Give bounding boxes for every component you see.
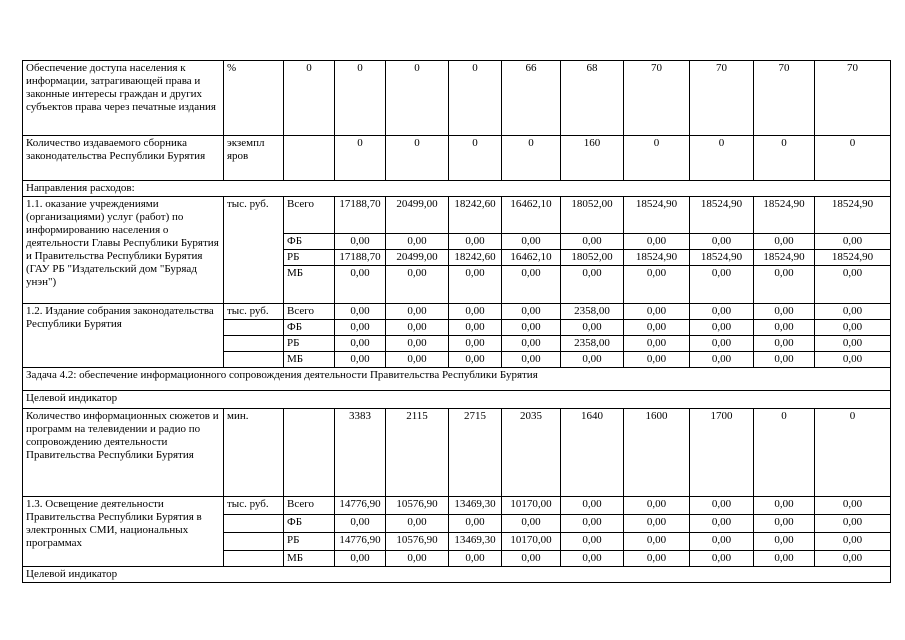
table-cell: 18052,00	[561, 250, 624, 266]
section-header-cell: Задача 4.2: обеспечение информационного сопровождения деятельности Правительства Республики Бурятия	[23, 368, 891, 391]
table-cell: 20499,00	[386, 197, 449, 234]
table-cell: 0,00	[815, 320, 891, 336]
table-cell: 0,00	[624, 304, 690, 320]
table-cell: 0	[502, 136, 561, 181]
table-cell: ФБ	[284, 320, 335, 336]
table-cell: 0,00	[815, 515, 891, 533]
table-cell: 18524,90	[815, 250, 891, 266]
table-cell: 0,00	[386, 336, 449, 352]
table-cell: 0,00	[754, 266, 815, 304]
table-cell: 0,00	[815, 336, 891, 352]
table-cell: 1.1. оказание учреждениями (организациями) услуг (работ) по информированию населения о деятельности Главы Республики Бурятия и Правительства Республики Бурятия (ГАУ РБ "Издательский дом "Буряад унэн")	[23, 197, 224, 304]
table-cell: 0,00	[561, 234, 624, 250]
table-cell: 0,00	[386, 515, 449, 533]
table-cell: 1640	[561, 409, 624, 497]
table-cell: 70	[754, 61, 815, 136]
table-cell: 16462,10	[502, 197, 561, 234]
table-cell: 18524,90	[690, 197, 754, 234]
table-row	[23, 181, 891, 197]
table-cell: 0,00	[815, 551, 891, 567]
table-cell: 0,00	[386, 234, 449, 250]
table-cell: 0,00	[502, 352, 561, 368]
table-cell: 10576,90	[386, 497, 449, 515]
table-cell: 0,00	[754, 533, 815, 551]
table-cell: 0	[449, 136, 502, 181]
table-cell: 0,00	[502, 551, 561, 567]
section-header-cell: Направления расходов:	[23, 181, 891, 197]
table-cell: 0	[754, 409, 815, 497]
table-cell	[224, 352, 284, 368]
table-cell: 0,00	[386, 551, 449, 567]
table-cell: тыс. руб.	[224, 304, 284, 320]
table-cell: 0,00	[754, 336, 815, 352]
table-cell: 13469,30	[449, 533, 502, 551]
table-row	[23, 409, 891, 497]
table-cell: 0,00	[624, 336, 690, 352]
table-cell: 0,00	[335, 352, 386, 368]
table-cell: 0,00	[386, 266, 449, 304]
table-cell	[224, 515, 284, 533]
section-header-cell: Целевой индикатор	[23, 391, 891, 409]
table-cell: тыс. руб.	[224, 197, 284, 304]
table-cell: 18524,90	[690, 250, 754, 266]
table-cell: 0,00	[815, 304, 891, 320]
table-cell: 18524,90	[624, 197, 690, 234]
table-cell: 0,00	[690, 234, 754, 250]
table-cell: 0,00	[449, 336, 502, 352]
table-cell: 0,00	[502, 304, 561, 320]
table-cell: 2715	[449, 409, 502, 497]
table-cell: 0,00	[335, 551, 386, 567]
table-cell: 0,00	[502, 234, 561, 250]
table-cell: 18524,90	[815, 197, 891, 234]
table-cell: 0,00	[690, 304, 754, 320]
table-cell: Всего	[284, 304, 335, 320]
table-cell: 0,00	[386, 304, 449, 320]
table-cell: 0,00	[449, 304, 502, 320]
table-cell: 0,00	[754, 234, 815, 250]
table-cell: 10170,00	[502, 533, 561, 551]
table-cell: 0,00	[502, 266, 561, 304]
table-cell: 0,00	[561, 352, 624, 368]
table-cell: 0,00	[690, 515, 754, 533]
table-cell: 0,00	[335, 320, 386, 336]
table-cell: 0,00	[561, 533, 624, 551]
table-cell: 13469,30	[449, 497, 502, 515]
table-cell: Количество информационных сюжетов и программ на телевидении и радио по сопровождению деятельности Правительства Республики Бурятия	[23, 409, 224, 497]
table-cell: 1700	[690, 409, 754, 497]
table-cell: 0,00	[690, 533, 754, 551]
table-cell: 0	[449, 61, 502, 136]
table-cell: 0,00	[386, 352, 449, 368]
table-cell: 0,00	[561, 320, 624, 336]
table-cell: 0	[335, 61, 386, 136]
table-cell: 0,00	[690, 551, 754, 567]
table-cell: 0,00	[624, 515, 690, 533]
table-cell: 0,00	[449, 234, 502, 250]
table-cell: 0,00	[624, 352, 690, 368]
table-cell: мин.	[224, 409, 284, 497]
table-cell: 70	[624, 61, 690, 136]
table-cell: 0,00	[690, 336, 754, 352]
table-cell: МБ	[284, 551, 335, 567]
table-cell: 1.2. Издание собрания законодательства Республики Бурятия	[23, 304, 224, 368]
table-cell: Всего	[284, 197, 335, 234]
table-cell: 70	[690, 61, 754, 136]
table-cell: ФБ	[284, 234, 335, 250]
table-cell: РБ	[284, 336, 335, 352]
table-cell: 1600	[624, 409, 690, 497]
table-cell: 0,00	[335, 304, 386, 320]
table-cell: МБ	[284, 352, 335, 368]
table-cell: 10576,90	[386, 533, 449, 551]
table-cell: 0	[690, 136, 754, 181]
table-cell: 0,00	[754, 497, 815, 515]
table-cell: 160	[561, 136, 624, 181]
table-cell: 0,00	[561, 497, 624, 515]
table-cell: 0,00	[561, 515, 624, 533]
table-cell: 0,00	[502, 515, 561, 533]
table-cell: 2115	[386, 409, 449, 497]
table-cell: 17188,70	[335, 250, 386, 266]
table-cell: 0,00	[815, 352, 891, 368]
table-body	[23, 61, 891, 583]
table-cell: 70	[815, 61, 891, 136]
table-cell: 0,00	[624, 320, 690, 336]
table-cell: 0,00	[624, 533, 690, 551]
table-cell: 0	[386, 61, 449, 136]
table-cell	[224, 551, 284, 567]
table-row	[23, 368, 891, 391]
table-cell: ФБ	[284, 515, 335, 533]
table-cell: 0	[754, 136, 815, 181]
table-cell: 68	[561, 61, 624, 136]
table-cell: 18524,90	[624, 250, 690, 266]
table-cell: РБ	[284, 533, 335, 551]
table-cell: 0,00	[815, 497, 891, 515]
table-row	[23, 497, 891, 515]
table-cell: 2035	[502, 409, 561, 497]
table-cell: %	[224, 61, 284, 136]
table-cell: 0,00	[754, 551, 815, 567]
table-cell: 0,00	[624, 266, 690, 304]
table-cell: МБ	[284, 266, 335, 304]
document-page	[22, 60, 891, 583]
table-cell: 0,00	[754, 352, 815, 368]
table-cell: 3383	[335, 409, 386, 497]
table-cell: 10170,00	[502, 497, 561, 515]
table-cell: 0,00	[561, 266, 624, 304]
table-cell: 0,00	[335, 336, 386, 352]
table-cell: 0	[624, 136, 690, 181]
table-cell: 0,00	[624, 497, 690, 515]
table-cell: Количество издаваемого сборника законодательства Республики Бурятия	[23, 136, 224, 181]
table-cell: 0,00	[815, 234, 891, 250]
table-cell: 18242,60	[449, 197, 502, 234]
table-cell: 0,00	[690, 497, 754, 515]
table-row	[23, 136, 891, 181]
table-cell: 0	[335, 136, 386, 181]
table-cell: 16462,10	[502, 250, 561, 266]
table-cell: 0,00	[754, 515, 815, 533]
table-cell: 0,00	[754, 304, 815, 320]
table-cell: 0,00	[690, 266, 754, 304]
table-cell	[224, 336, 284, 352]
table-cell: 2358,00	[561, 304, 624, 320]
table-cell: 0,00	[624, 551, 690, 567]
section-header-cell: Целевой индикатор	[23, 567, 891, 583]
table-cell: 18524,90	[754, 250, 815, 266]
table-cell: 0	[815, 409, 891, 497]
table-cell	[224, 320, 284, 336]
table-row	[23, 304, 891, 320]
table-cell: 20499,00	[386, 250, 449, 266]
table-row	[23, 567, 891, 583]
table-cell: 0,00	[690, 352, 754, 368]
budget-indicator-table	[22, 60, 891, 583]
table-cell: 2358,00	[561, 336, 624, 352]
table-cell: 1.3. Освещение деятельности Правительства Республики Бурятия в электронных СМИ, национальных программах	[23, 497, 224, 567]
table-cell: 0,00	[624, 234, 690, 250]
table-cell: экземпл яров	[224, 136, 284, 181]
table-cell: 0,00	[815, 533, 891, 551]
table-cell: 14776,90	[335, 497, 386, 515]
table-cell: 0,00	[690, 320, 754, 336]
table-cell: 17188,70	[335, 197, 386, 234]
table-cell: 0,00	[815, 266, 891, 304]
table-cell	[284, 409, 335, 497]
table-cell: 18052,00	[561, 197, 624, 234]
table-cell: 18242,60	[449, 250, 502, 266]
table-cell: 14776,90	[335, 533, 386, 551]
table-row	[23, 61, 891, 136]
table-cell: 0,00	[502, 320, 561, 336]
table-cell: 0	[386, 136, 449, 181]
table-cell: 0,00	[449, 320, 502, 336]
table-cell: 0,00	[335, 234, 386, 250]
table-cell: 0	[284, 61, 335, 136]
table-cell: тыс. руб.	[224, 497, 284, 515]
table-cell: РБ	[284, 250, 335, 266]
table-cell: 18524,90	[754, 197, 815, 234]
table-cell: 0,00	[449, 352, 502, 368]
table-cell	[284, 136, 335, 181]
table-cell: 0,00	[386, 320, 449, 336]
table-cell: 0,00	[754, 320, 815, 336]
table-cell: 0	[815, 136, 891, 181]
table-cell: 0,00	[449, 266, 502, 304]
table-cell: 0,00	[561, 551, 624, 567]
table-cell: 66	[502, 61, 561, 136]
table-cell: 0,00	[449, 515, 502, 533]
table-cell: Обеспечение доступа населения к информации, затрагивающей права и законные интересы граждан и других субъектов права через печатные издания	[23, 61, 224, 136]
table-row	[23, 197, 891, 234]
table-cell: 0,00	[335, 266, 386, 304]
table-cell: 0,00	[335, 515, 386, 533]
table-cell: 0,00	[502, 336, 561, 352]
table-cell	[224, 533, 284, 551]
table-row	[23, 391, 891, 409]
table-cell: Всего	[284, 497, 335, 515]
table-cell: 0,00	[449, 551, 502, 567]
